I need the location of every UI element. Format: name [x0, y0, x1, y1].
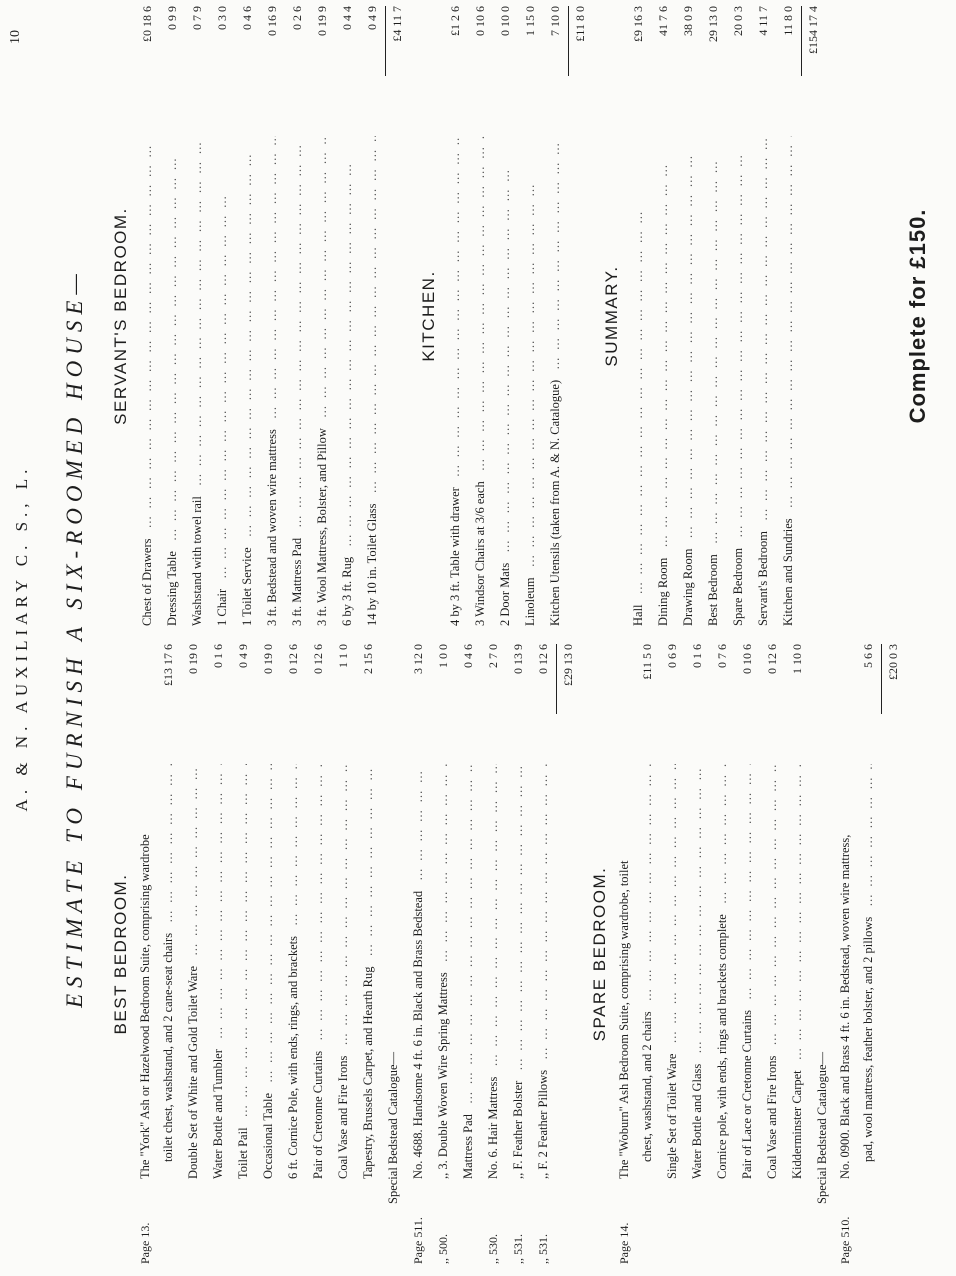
list-item	[210, 6, 235, 626]
item-amount: 0 4 9	[365, 6, 379, 30]
list-item	[856, 644, 881, 1264]
item-amount: £9 16 3	[631, 6, 645, 42]
item-text: Cornice pole, with ends, rings and brackets complete ……………………………………………………	[710, 764, 735, 1179]
left-column	[105, 644, 909, 1264]
spare-bedroom-heading: SPARE BEDROOM.	[590, 866, 609, 1042]
item-amount: 0 13 9	[511, 644, 525, 674]
best-bedroom-total: £29 13 0	[561, 644, 575, 686]
item-text: The "York" Ash or Hazelwood Bedroom Suite, comprising wardrobe	[138, 834, 152, 1179]
spare-bedroom-total-row	[881, 644, 909, 1264]
servants-bedroom-total: £4 11 7	[390, 6, 404, 42]
list-item	[531, 644, 556, 1264]
item-text: Single Set of Toilet Ware ……………………………………………………	[660, 764, 685, 1179]
item-text: Chest of Drawers ……………………………………………………	[135, 136, 160, 626]
page-ref: Page 511.	[411, 1217, 425, 1264]
item-text: ,, 3. Double Woven Wire Spring Mattress ……………………………………………………	[431, 764, 456, 1179]
list-item	[356, 644, 381, 1264]
item-amount: 7 10 0	[548, 6, 562, 36]
list-item	[776, 6, 801, 626]
kitchen-heading: KITCHEN.	[419, 270, 438, 362]
item-amount: 1 10 0	[790, 644, 804, 674]
item-text: pad, wool mattress, feather bolster, and 2 pillows ……………………………………………………	[856, 764, 881, 1162]
right-column	[105, 6, 829, 626]
item-text: Water Bottle and Tumbler ……………………………………………………	[206, 764, 231, 1179]
list-item	[651, 6, 676, 626]
list-item	[751, 6, 776, 626]
best-bedroom-list	[135, 644, 556, 1264]
item-text: Coal Vase and Fire Irons ……………………………………………………	[331, 764, 356, 1179]
list-item	[160, 6, 185, 626]
page-ref: ,, 500.	[436, 1234, 450, 1264]
item-text: Double Set of White and Gold Toilet Ware ……………………………………………………	[181, 764, 206, 1179]
item-text: Hall ……………………………………………………	[626, 136, 651, 626]
item-text: 3 ft. Wool Mattress, Bolster, and Pillow ……………………………………………………	[310, 136, 335, 626]
item-amount: 20 0 3	[731, 6, 745, 36]
page-ref: Page 13.	[138, 1222, 152, 1264]
item-text: Special Bedstead Catalogue—	[386, 1051, 400, 1204]
item-text: No. 6. Hair Mattress ……………………………………………………	[481, 764, 506, 1179]
item-amount: 38 0 9	[681, 6, 695, 36]
item-text: The "Woburn" Ash Bedroom Suite, comprising wardrobe, toilet	[617, 860, 631, 1179]
list-item	[431, 644, 456, 1264]
summary-total-row	[801, 6, 829, 626]
item-amount: 2 15 6	[361, 644, 375, 674]
item-text: toilet chest, washstand, and 2 cane-seat chairs ……………………………………………………	[156, 764, 181, 1162]
item-text: Spare Bedroom ……………………………………………………	[726, 136, 751, 626]
servants-bedroom-total-row	[385, 6, 413, 626]
item-text: 14 by 10 in. Toilet Glass ……………………………………………………	[360, 136, 385, 626]
list-item	[726, 6, 751, 626]
item-amount: 0 6 9	[665, 644, 679, 668]
item-amount: 0 9 9	[165, 6, 179, 30]
list-item	[810, 644, 835, 1264]
item-amount: 3 12 0	[411, 644, 425, 674]
list-item	[635, 644, 660, 1264]
list-item	[335, 6, 360, 626]
kitchen-total-row	[568, 6, 596, 626]
item-amount: 1 15 0	[523, 6, 537, 36]
summary-list	[626, 6, 801, 626]
summary-heading: SUMMARY.	[602, 265, 621, 367]
item-amount: £1 2 6	[448, 6, 462, 36]
servants-bedroom-heading: SERVANT'S BEDROOM.	[111, 207, 130, 425]
item-text: Kidderminster Carpet ……………………………………………………	[785, 764, 810, 1179]
summary-total: £154 17 4	[806, 6, 820, 54]
list-item	[785, 644, 810, 1264]
running-head: A. & N. AUXILIARY C. S., L.	[12, 464, 31, 812]
item-amount: 41 7 6	[656, 6, 670, 36]
page-number: 10	[8, 30, 23, 44]
total-rule	[385, 6, 386, 76]
item-text: No. 4688. Handsome 4 ft. 6 in. Black and Brass Bedstead ……………………………………………………	[406, 764, 431, 1179]
total-rule	[881, 644, 882, 714]
item-amount: 0 7 6	[715, 644, 729, 668]
item-text: chest, washstand, and 2 chairs ……………………………………………………	[635, 764, 660, 1162]
list-item	[181, 644, 206, 1264]
item-amount: 1 1 0	[336, 644, 350, 668]
item-amount: 2 7 0	[486, 644, 500, 668]
page-ref: ,, 531.	[511, 1234, 525, 1264]
item-text: Kitchen Utensils (taken from A. & N. Catalogue) ……………………………………………………	[543, 136, 568, 626]
item-amount: 0 12 6	[536, 644, 550, 674]
item-text: 2 Door Mats ……………………………………………………	[493, 136, 518, 626]
item-amount: £13 17 6	[161, 644, 175, 686]
list-item	[406, 644, 431, 1264]
list-item	[481, 644, 506, 1264]
page-ref: Page 14.	[617, 1222, 631, 1264]
kitchen-total: £11 8 0	[573, 6, 587, 42]
list-item	[735, 644, 760, 1264]
list-item	[676, 6, 701, 626]
list-item	[360, 6, 385, 626]
list-item	[185, 6, 210, 626]
list-item	[443, 6, 468, 626]
item-text: Washstand with towel rail ……………………………………………………	[185, 136, 210, 626]
item-amount: 5 6 6	[861, 644, 875, 668]
item-amount: 0 1 6	[690, 644, 704, 668]
item-amount: 4 11 7	[756, 6, 770, 36]
total-rule	[801, 6, 802, 76]
list-item	[835, 644, 856, 1264]
item-amount: £11 5 0	[640, 644, 654, 680]
item-amount: 0 12 6	[765, 644, 779, 674]
list-item	[260, 6, 285, 626]
list-item	[493, 6, 518, 626]
item-text: ,, F. 2 Feather Pillows ……………………………………………………	[531, 764, 556, 1179]
item-amount: 0 7 9	[190, 6, 204, 30]
list-item	[310, 6, 335, 626]
item-text: Dining Room ……………………………………………………	[651, 136, 676, 626]
item-text: No. 0900. Black and Brass 4 ft. 6 in. Bedstead, woven wire mattress,	[838, 834, 852, 1179]
page-ref: ,, 530.	[486, 1234, 500, 1264]
item-amount: 0 4 6	[240, 6, 254, 30]
total-rule	[556, 644, 557, 714]
item-amount: £0 18 6	[140, 6, 154, 42]
list-item	[285, 6, 310, 626]
item-text: Occasional Table ……………………………………………………	[256, 764, 281, 1179]
complete-note: Complete for £150.	[905, 208, 930, 424]
item-text: Tapestry, Brussels Carpet, and Hearth Rug ……………………………………………………	[356, 764, 381, 1179]
list-item	[381, 644, 406, 1264]
best-bedroom-heading: BEST BEDROOM.	[111, 873, 130, 1035]
item-amount: 11 8 0	[781, 6, 795, 36]
list-item	[331, 644, 356, 1264]
page-title: ESTIMATE TO FURNISH A SIX-ROOMED HOUSE—	[62, 268, 87, 1008]
page-ref: ,, 531.	[536, 1234, 550, 1264]
item-amount: 0 2 6	[290, 6, 304, 30]
list-item	[543, 6, 568, 626]
list-item	[306, 644, 331, 1264]
item-amount: 0 4 6	[461, 644, 475, 668]
item-text: 3 ft. Mattress Pad ……………………………………………………	[285, 136, 310, 626]
item-amount: 0 1 6	[211, 644, 225, 668]
page-ref: Page 510.	[838, 1216, 852, 1264]
item-text: Best Bedroom ……………………………………………………	[701, 136, 726, 626]
item-amount: 0 19 0	[261, 644, 275, 674]
list-item	[231, 644, 256, 1264]
item-amount: 0 4 4	[340, 6, 354, 30]
list-item	[614, 644, 635, 1264]
item-text: Kitchen and Sundries ……………………………………………………	[776, 136, 801, 626]
list-item	[135, 6, 160, 626]
list-item	[468, 6, 493, 626]
item-text: Coal Vase and Fire Irons ……………………………………………………	[760, 764, 785, 1179]
item-text: Mattress Pad ……………………………………………………	[456, 764, 481, 1179]
item-amount: 1 0 0	[436, 644, 450, 668]
item-text: Drawing Room ……………………………………………………	[676, 136, 701, 626]
list-item	[206, 644, 231, 1264]
item-text: Dressing Table ……………………………………………………	[160, 136, 185, 626]
item-amount: 0 19 0	[186, 644, 200, 674]
item-amount: 0 10 6	[740, 644, 754, 674]
item-text: Toilet Pail ……………………………………………………	[231, 764, 256, 1179]
item-text: 6 by 3 ft. Rug ……………………………………………………	[335, 136, 360, 626]
list-item	[626, 6, 651, 626]
list-item	[760, 644, 785, 1264]
list-item	[701, 6, 726, 626]
item-text: Linoleum ……………………………………………………	[518, 136, 543, 626]
list-item	[685, 644, 710, 1264]
list-item	[156, 644, 181, 1264]
item-amount: 0 10 6	[473, 6, 487, 36]
item-amount: 0 12 6	[286, 644, 300, 674]
list-item	[710, 644, 735, 1264]
item-text: 1 Toilet Service ……………………………………………………	[235, 136, 260, 626]
list-item	[235, 6, 260, 626]
item-amount: 0 12 6	[311, 644, 325, 674]
spare-bedroom-list	[614, 644, 881, 1264]
list-item	[135, 644, 156, 1264]
item-text: ,, F. Feather Bolster ……………………………………………………	[506, 764, 531, 1179]
item-text: 4 by 3 ft. Table with drawer ……………………………………………………	[443, 136, 468, 626]
item-text: Water Bottle and Glass ……………………………………………………	[685, 764, 710, 1179]
item-amount: 0 10 0	[498, 6, 512, 36]
servants-bedroom-list	[135, 6, 385, 626]
item-text: 3 ft. Bedstead and woven wire mattress ……………………………………………………	[260, 136, 285, 626]
item-text: 3 Windsor Chairs at 3/6 each ……………………………………………………	[468, 136, 493, 626]
list-item	[660, 644, 685, 1264]
list-item	[506, 644, 531, 1264]
kitchen-list	[443, 6, 568, 626]
list-item	[518, 6, 543, 626]
item-text: Special Bedstead Catalogue—	[815, 1051, 829, 1204]
item-text: Servant's Bedroom ……………………………………………………	[751, 136, 776, 626]
item-text: Pair of Cretonne Curtains ……………………………………………………	[306, 764, 331, 1179]
item-text: 6 ft. Cornice Pole, with ends, rings, and brackets ……………………………………………………	[281, 764, 306, 1179]
item-amount: 0 4 9	[236, 644, 250, 668]
list-item	[456, 644, 481, 1264]
item-amount: 0 3 0	[215, 6, 229, 30]
item-text: 1 Chair ……………………………………………………	[210, 136, 235, 626]
list-item	[281, 644, 306, 1264]
total-rule	[568, 6, 569, 76]
item-amount: 0 16 9	[265, 6, 279, 36]
item-text: Pair of Lace or Cretonne Curtains ……………………………………………………	[735, 764, 760, 1179]
best-bedroom-total-row	[556, 644, 584, 1264]
list-item	[256, 644, 281, 1264]
item-amount: 0 19 9	[315, 6, 329, 36]
spare-bedroom-total: £20 0 3	[886, 644, 900, 680]
item-amount: 29 13 0	[706, 6, 720, 42]
